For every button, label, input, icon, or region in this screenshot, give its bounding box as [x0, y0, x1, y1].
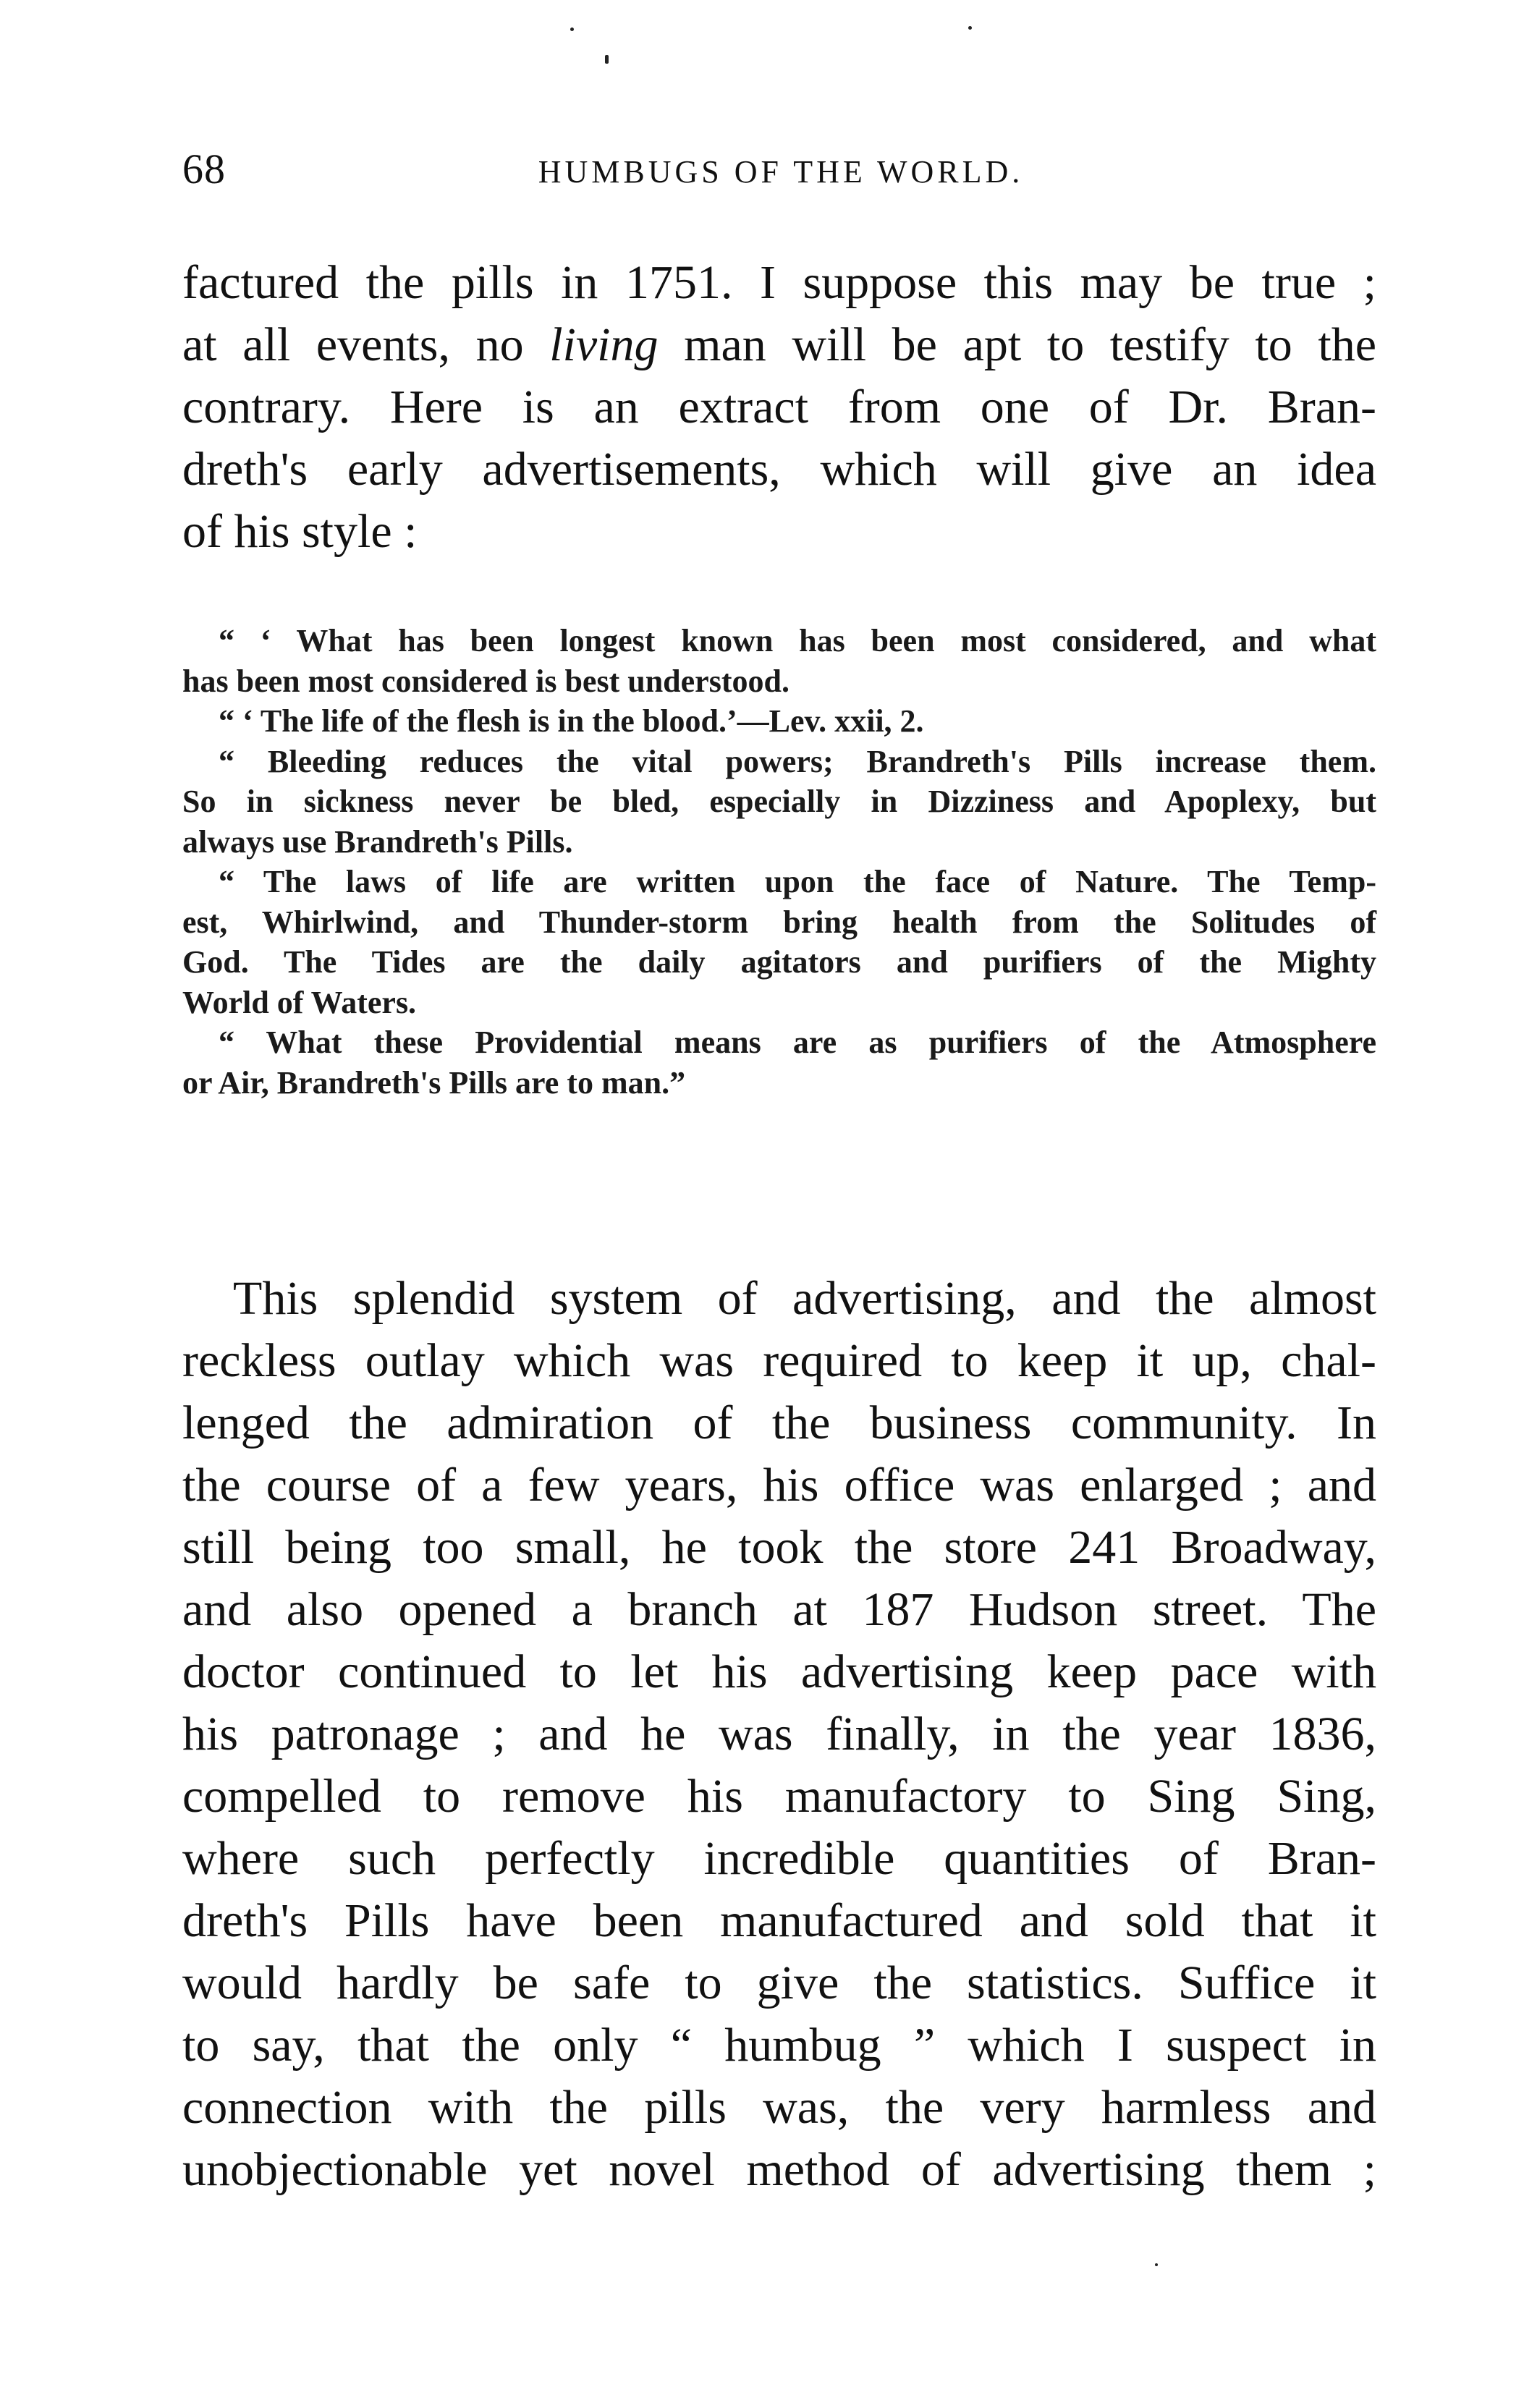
quote-line: World of Waters. [182, 984, 417, 1020]
text-line: doctor continued to let his advertising keep pace with [182, 1645, 1376, 1698]
quote-line: “ What these Providential means are as purifiers of the Atmosphere [219, 1025, 1376, 1060]
paragraph-continuation [182, 252, 1376, 563]
quote-line: God. The Tides are the daily agitators and purifiers of the Mighty [182, 944, 1376, 980]
text-line: lenged the admiration of the business community. In [182, 1396, 1376, 1449]
text-line: dreth's early advertisements, which will give an idea [182, 443, 1376, 496]
quote-line: est, Whirlwind, and Thunder-storm bring health from the Solitudes of [182, 904, 1376, 940]
text-line: his patronage ; and he was finally, in the year 1836, [182, 1708, 1376, 1760]
scan-speck [1155, 2263, 1158, 2266]
page-number: 68 [182, 145, 226, 192]
emphasis: living [549, 318, 659, 371]
quote-line: always use Brandreth's Pills. [182, 823, 573, 860]
quote-line: “ Bleeding reduces the vital powers; Brandreth's Pills increase them. [219, 743, 1376, 779]
advertisement-quote [182, 621, 1376, 1103]
quote-line: So in sickness never be bled, especially in Dizziness and Apoplexy, but [182, 784, 1376, 819]
text-line: connection with the pills was, the very harmless and [182, 2081, 1376, 2134]
text-line: of his style : [182, 505, 418, 558]
scan-speck [968, 26, 972, 30]
quote-line: has been most considered is best understood. [182, 663, 789, 699]
scan-speck [605, 55, 609, 64]
quote-line: “ The laws of life are written upon the face of Nature. The Temp- [219, 864, 1376, 899]
running-title: HUMBUGS OF THE WORLD. [538, 154, 1024, 190]
running-head [182, 145, 1379, 195]
quote-line: “ ‘ What has been longest known has been most considered, and what [219, 623, 1376, 658]
text-line: the course of a few years, his office was enlarged ; and [182, 1459, 1376, 1512]
paragraph [182, 1268, 1376, 2201]
text-line: at all events, no living man will be apt to testify to the [182, 318, 1376, 371]
scan-speck [570, 27, 574, 31]
text-line: compelled to remove his manufactory to Sing Sing, [182, 1770, 1376, 1823]
text-line: still being too small, he took the store 241 Broadway, [182, 1521, 1376, 1574]
quote-line: “ ‘ The life of the flesh is in the blood.’—Lev. xxii, 2. [219, 703, 924, 739]
text-line: where such perfectly incredible quantities of Bran- [182, 1832, 1376, 1885]
text-line: and also opened a branch at 187 Hudson street. The [182, 1583, 1376, 1636]
text-line: to say, that the only “ humbug ” which I suspect in [182, 2019, 1376, 2072]
text-line: factured the pills in 1751. I suppose this may be true ; [182, 256, 1376, 309]
text-line: reckless outlay which was required to keep it up, chal- [182, 1334, 1376, 1387]
text-line: contrary. Here is an extract from one of Dr. Bran- [182, 381, 1376, 433]
text-line: unobjectionable yet novel method of advertising them ; [182, 2143, 1376, 2196]
text-line: dreth's Pills have been manufactured and sold that it [182, 1894, 1376, 1947]
quote-line: or Air, Brandreth's Pills are to man.” [182, 1064, 686, 1101]
text-line: would hardly be safe to give the statistics. Suffice it [182, 1956, 1376, 2009]
text-line: This splendid system of advertising, and the almost [233, 1272, 1376, 1325]
